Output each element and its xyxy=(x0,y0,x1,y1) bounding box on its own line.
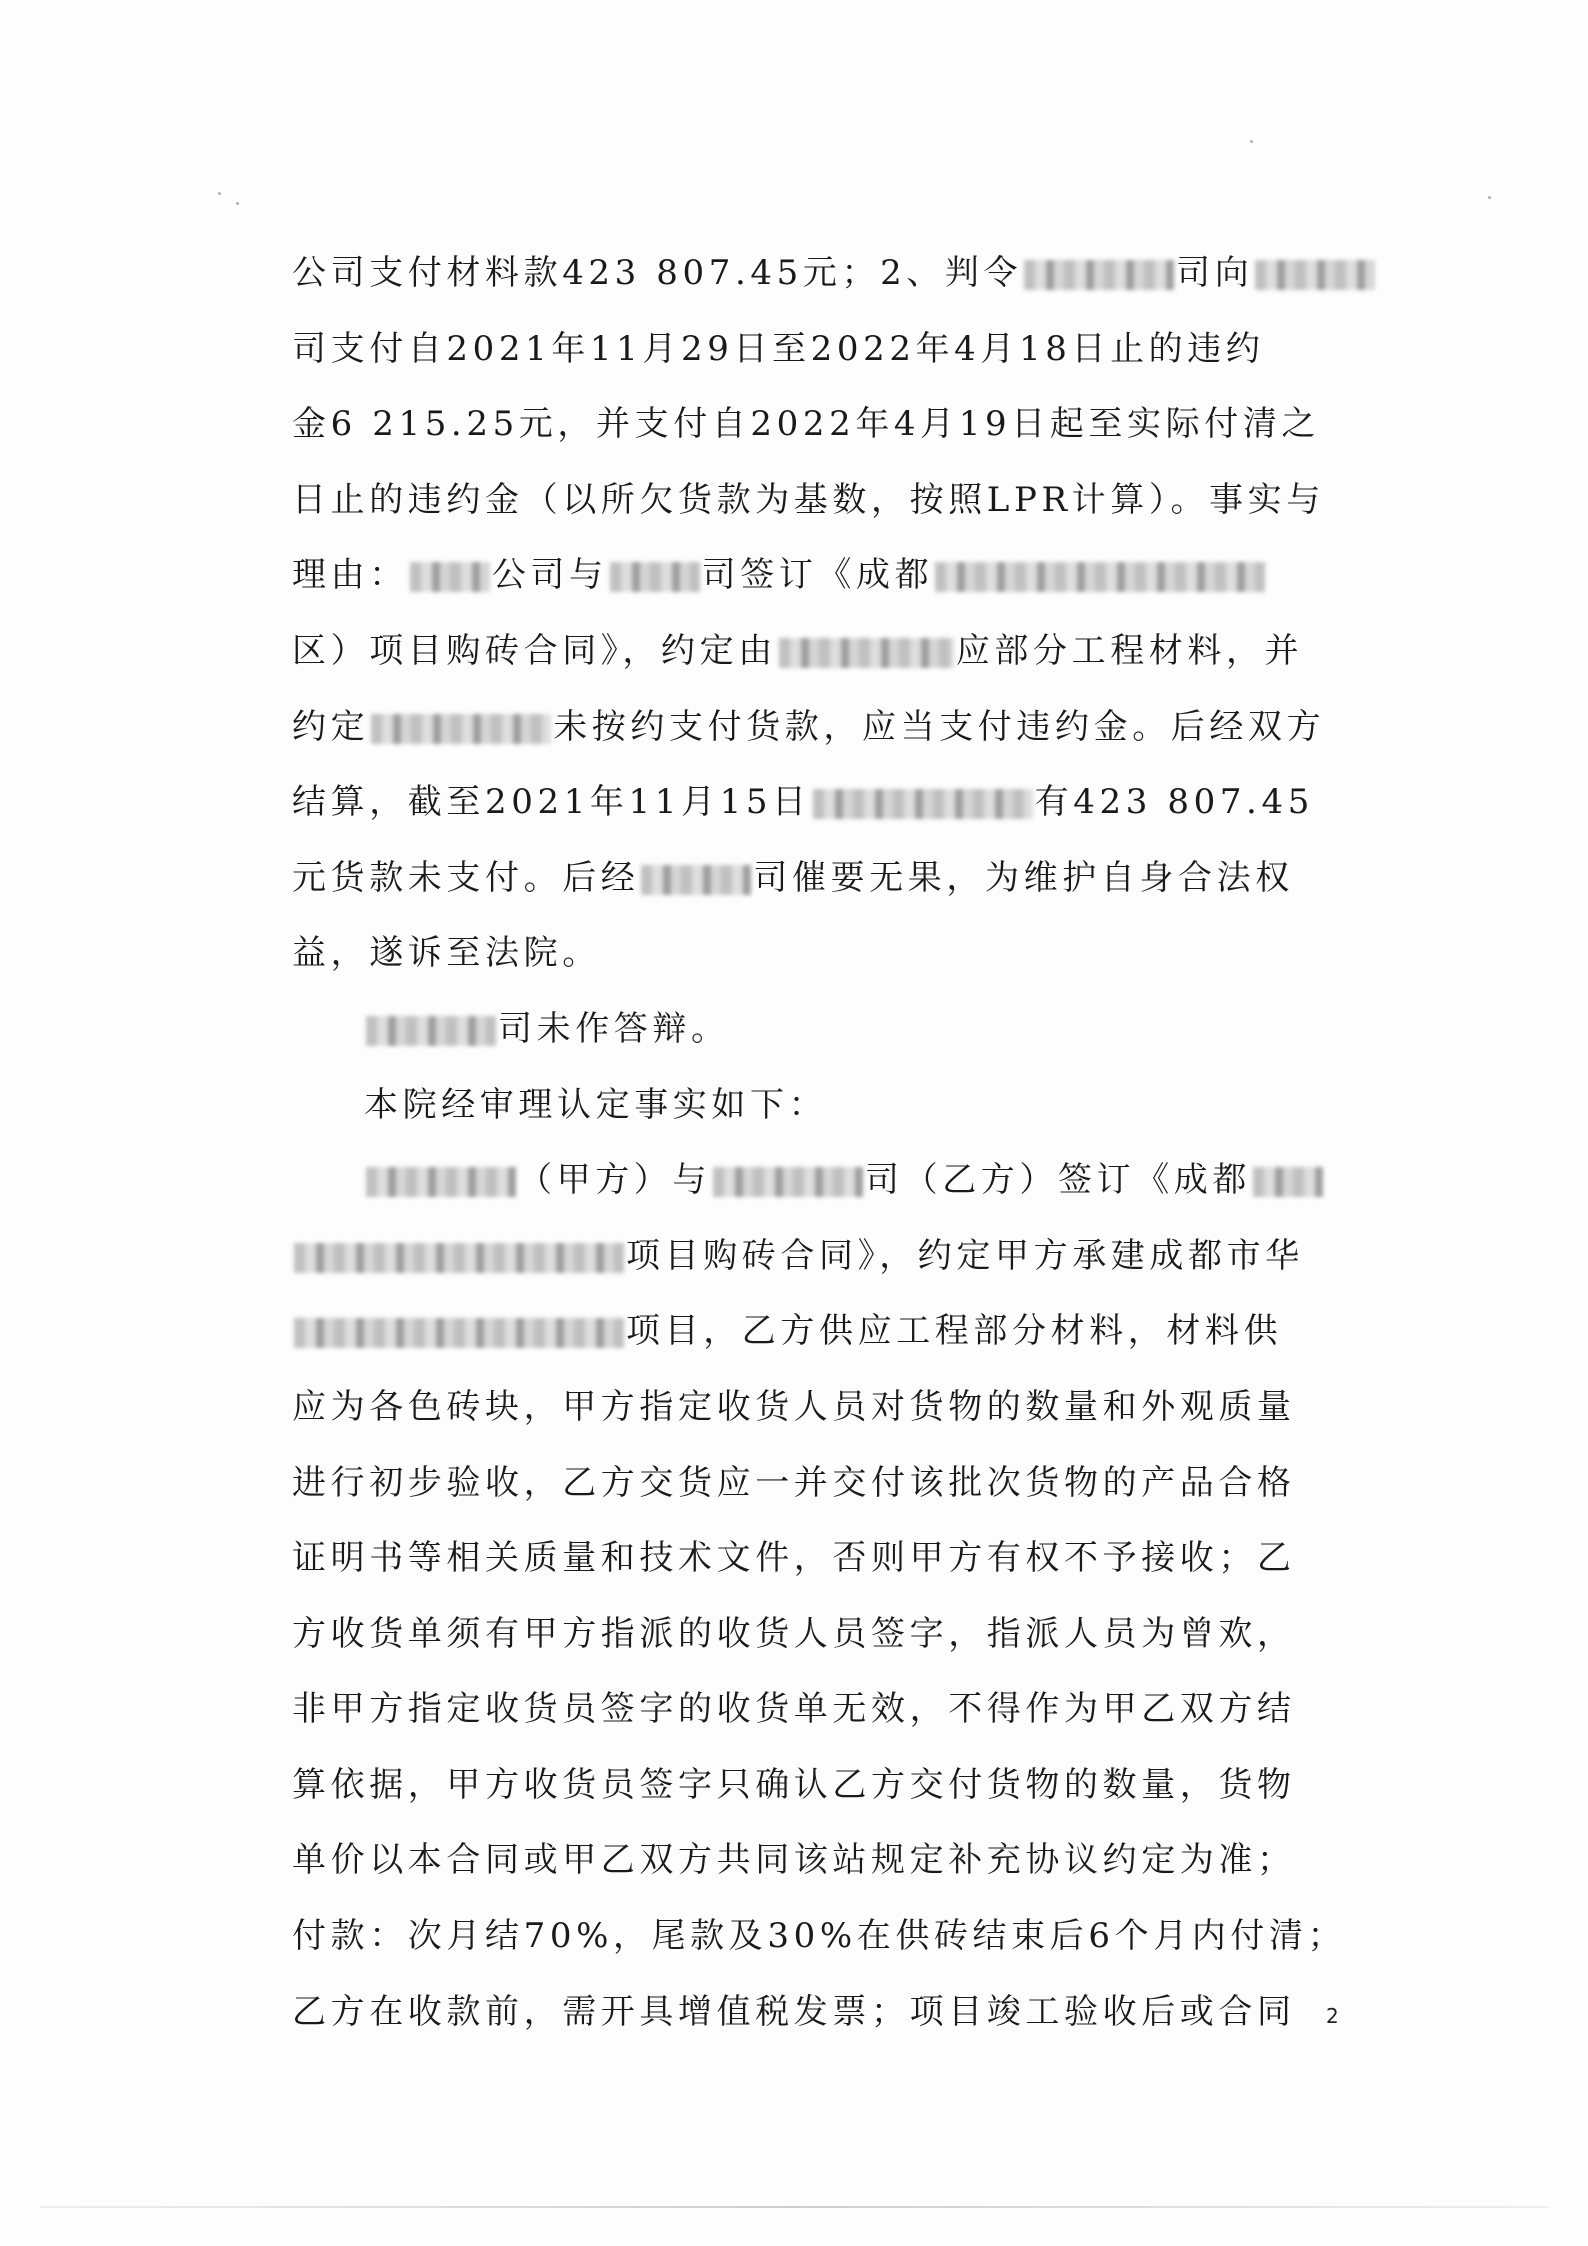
text-segment: 付款：次月结70%，尾款及30%在供砖结束后6个月内付清； xyxy=(292,1916,1347,1957)
scan-speck xyxy=(218,192,221,195)
text-segment: 司（乙方）签订《成都 xyxy=(865,1160,1251,1201)
redaction-block xyxy=(641,865,751,895)
text-line xyxy=(292,1446,1322,1522)
text-segment: 司签订《成都 xyxy=(701,555,934,596)
text-segment: 公司与 xyxy=(491,555,608,596)
scan-edge xyxy=(40,2206,1548,2208)
text-segment: 算依据，甲方收货员签字只确认乙方交付货物的数量，货物 xyxy=(292,1764,1296,1805)
text-segment: 单价以本合同或甲乙双方共同该站规定补充协议约定为准； xyxy=(292,1840,1296,1881)
text-line xyxy=(292,841,1322,917)
text-segment: 司未作答辩。 xyxy=(498,1008,730,1049)
redaction-block xyxy=(1253,1167,1323,1197)
text-line xyxy=(292,916,1322,992)
redaction-block xyxy=(779,638,954,668)
redaction-block xyxy=(294,1243,624,1273)
text-segment: （甲方）与 xyxy=(518,1160,711,1201)
text-segment: 益，遂诉至法院。 xyxy=(292,933,601,974)
document-body xyxy=(292,236,1347,2050)
text-segment: 日止的违约金（以所欠货款为基数，按照LPR计算）。事实与 xyxy=(292,479,1325,520)
text-segment: 约定 xyxy=(292,706,370,747)
text-segment: 区）项目购砖合同》，约定由 xyxy=(292,630,777,671)
text-line xyxy=(292,1975,1322,2051)
text-segment: 方收货单须有甲方指派的收货人员签字，指派人员为曾欢， xyxy=(292,1613,1296,1654)
text-segment: 进行初步验收，乙方交货应一并交付该批次货物的产品合格 xyxy=(292,1462,1296,1503)
text-line xyxy=(292,463,1325,539)
text-line xyxy=(292,1219,1322,1295)
text-segment: 未按约支付货款，应当支付违约金。后经双方 xyxy=(553,706,1326,747)
text-line xyxy=(292,1823,1322,1899)
text-line xyxy=(292,1748,1322,1824)
text-segment: 司向 xyxy=(1176,253,1254,293)
text-segment: 司催要无果，为维护自身合法权 xyxy=(753,857,1294,898)
text-line xyxy=(292,1521,1322,1597)
text-segment: 结算，截至2021年11月15日 xyxy=(292,782,811,823)
redaction-block xyxy=(371,714,551,744)
text-line xyxy=(292,312,1322,388)
text-segment: 项目购砖合同》，约定甲方承建成都市华 xyxy=(626,1235,1304,1276)
scan-speck xyxy=(1488,196,1491,199)
text-line xyxy=(292,690,1326,766)
redaction-block xyxy=(935,562,1265,592)
text-segment: 应为各色砖块，甲方指定收货人员对货物的数量和外观质量 xyxy=(292,1386,1296,1427)
redaction-block xyxy=(366,1167,516,1197)
text-segment: 乙方在收款前，需开具增值税发票；项目竣工验收后或合同 xyxy=(292,1991,1296,2032)
scan-speck xyxy=(236,202,239,205)
text-segment: 项目，乙方供应工程部分材料，材料供 xyxy=(626,1311,1283,1352)
redaction-block xyxy=(610,562,700,592)
redaction-block xyxy=(713,1167,863,1197)
redaction-block xyxy=(1255,260,1375,290)
scan-speck xyxy=(1250,140,1253,143)
text-line xyxy=(292,538,1322,614)
text-segment: 理由： xyxy=(292,555,408,596)
text-line xyxy=(292,1597,1322,1673)
text-line xyxy=(292,1899,1347,1975)
text-segment: 证明书等相关质量和技术文件，否则甲方有权不予接收；乙 xyxy=(292,1538,1296,1579)
redaction-block xyxy=(410,562,490,592)
redaction-block xyxy=(294,1318,624,1348)
text-segment: 元货款未支付。后经 xyxy=(292,857,640,898)
text-line xyxy=(292,1143,1322,1219)
text-line xyxy=(292,992,1322,1068)
text-line xyxy=(292,1370,1322,1446)
text-line xyxy=(292,614,1322,690)
page-number: 2 xyxy=(1326,2004,1339,2028)
text-line xyxy=(292,765,1322,841)
text-line xyxy=(292,1294,1322,1370)
text-line xyxy=(292,1672,1322,1748)
text-segment: 司支付自2021年11月29日至2022年4月18日止的违约 xyxy=(292,328,1265,369)
text-segment: 非甲方指定收货员签字的收货单无效，不得作为甲乙双方结 xyxy=(292,1689,1296,1730)
redaction-block xyxy=(813,789,1033,819)
text-line xyxy=(292,1068,1322,1144)
text-segment: 本院经审理认定事实如下： xyxy=(364,1084,828,1125)
text-segment: 有423 807.45 xyxy=(1034,782,1314,823)
redaction-block xyxy=(1024,260,1174,290)
text-segment: 公司支付材料款423 807.45元；2、判令 xyxy=(292,253,1023,293)
text-segment: 应部分工程材料，并 xyxy=(955,630,1304,671)
text-line xyxy=(292,387,1322,463)
redaction-block xyxy=(366,1016,496,1046)
text-line xyxy=(292,236,1322,312)
text-segment: 金6 215.25元，并支付自2022年4月19日起至实际付清之 xyxy=(292,404,1321,445)
